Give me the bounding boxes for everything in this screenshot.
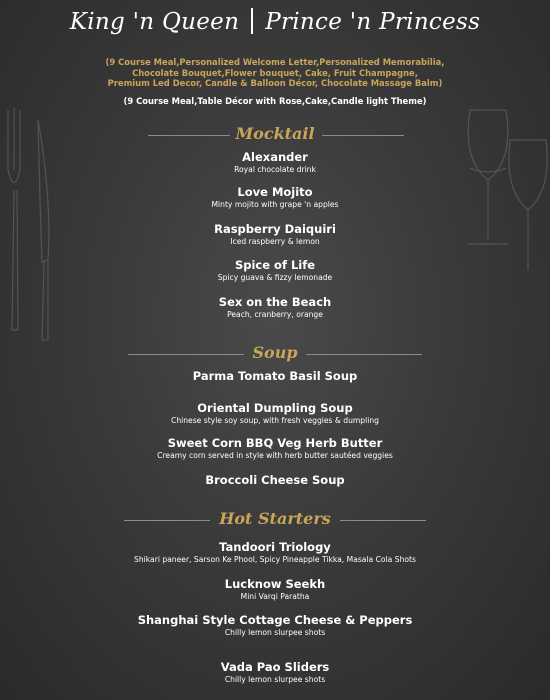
menu-item-description: Spicy guava & fizzy lemonade: [217, 273, 333, 282]
menu-item: [0, 401, 550, 426]
menu-item: [0, 577, 550, 602]
menu-item-description: Chilly lemon slurpee shots: [224, 628, 326, 637]
package-details-line: (9 Course Meal,Personalized Welcome Letter,Personalized Memorabilia,: [105, 57, 445, 67]
menu-item: [0, 185, 550, 210]
section-title: Mocktail: [235, 124, 315, 143]
menu-item: [0, 436, 550, 461]
menu-item-description: Chinese style soy soup, with fresh veggies & dumpling: [171, 416, 379, 425]
menu-item-name: Alexander: [242, 150, 308, 164]
section-header-soup: [0, 343, 550, 365]
package-details-line: Chocolate Bouquet,Flower bouquet, Cake, Fruit Champagne,: [132, 67, 418, 78]
title-left: King 'n Queen: [69, 9, 240, 35]
menu-item: [0, 258, 550, 283]
menu-item-name: Oriental Dumpling Soup: [197, 401, 353, 415]
menu-item-description: Shikari paneer, Sarson Ke Phool, Spicy Pineapple Tikka, Masala Cola Shots: [134, 555, 416, 564]
title-right: Prince 'n Princess: [265, 9, 481, 35]
section-title: Soup: [252, 343, 298, 362]
menu-item-name: Vada Pao Sliders: [220, 660, 330, 674]
package-details: [0, 57, 550, 89]
menu-item-name: Broccoli Cheese Soup: [205, 473, 345, 487]
menu-item: [0, 369, 550, 383]
menu-item-description: Iced raspberry & lemon: [230, 237, 320, 246]
menu-item-name: Love Mojito: [237, 185, 313, 199]
package-details-line: Premium Led Decor, Candle & Balloon Décor, Chocolate Massage Balm): [107, 78, 443, 88]
menu-item-name: Lucknow Seekh: [224, 577, 326, 591]
menu-item: [0, 613, 550, 638]
menu-item-description: Peach, cranberry, orange: [227, 310, 323, 319]
menu-item-description: Creamy corn served in style with herb butter sautéed veggies: [157, 451, 393, 460]
menu-item-name: Spice of Life: [234, 258, 316, 272]
menu-item-name: Sweet Corn BBQ Veg Herb Butter: [167, 436, 383, 450]
page-title: [0, 8, 550, 35]
alt-package-details: (9 Course Meal,Table Décor with Rose,Cake,Candle light Theme): [123, 96, 427, 106]
section-title: Hot Starters: [219, 509, 331, 528]
menu-item: [0, 295, 550, 320]
menu-item-name: Parma Tomato Basil Soup: [192, 369, 358, 383]
menu-item: [0, 222, 550, 247]
section-header-mocktail: [0, 124, 550, 146]
menu-item: [0, 660, 550, 685]
menu-item-description: Minty mojito with grape 'n apples: [211, 200, 339, 209]
section-header-hot-starters: [0, 509, 550, 531]
menu-item: [0, 540, 550, 565]
menu-item: [0, 150, 550, 175]
menu-item-name: Raspberry Daiquiri: [214, 222, 336, 236]
menu-item-name: Sex on the Beach: [218, 295, 332, 309]
menu-item-description: Royal chocolate drink: [234, 165, 316, 174]
menu-item-name: Shanghai Style Cottage Cheese & Peppers: [137, 613, 413, 627]
menu-item-description: Mini Varqi Paratha: [240, 592, 310, 601]
menu-item: [0, 473, 550, 487]
menu-item-description: Chilly lemon slurpee shots: [224, 675, 326, 684]
menu-item-name: Tandoori Triology: [219, 540, 331, 554]
title-separator: [251, 8, 253, 34]
